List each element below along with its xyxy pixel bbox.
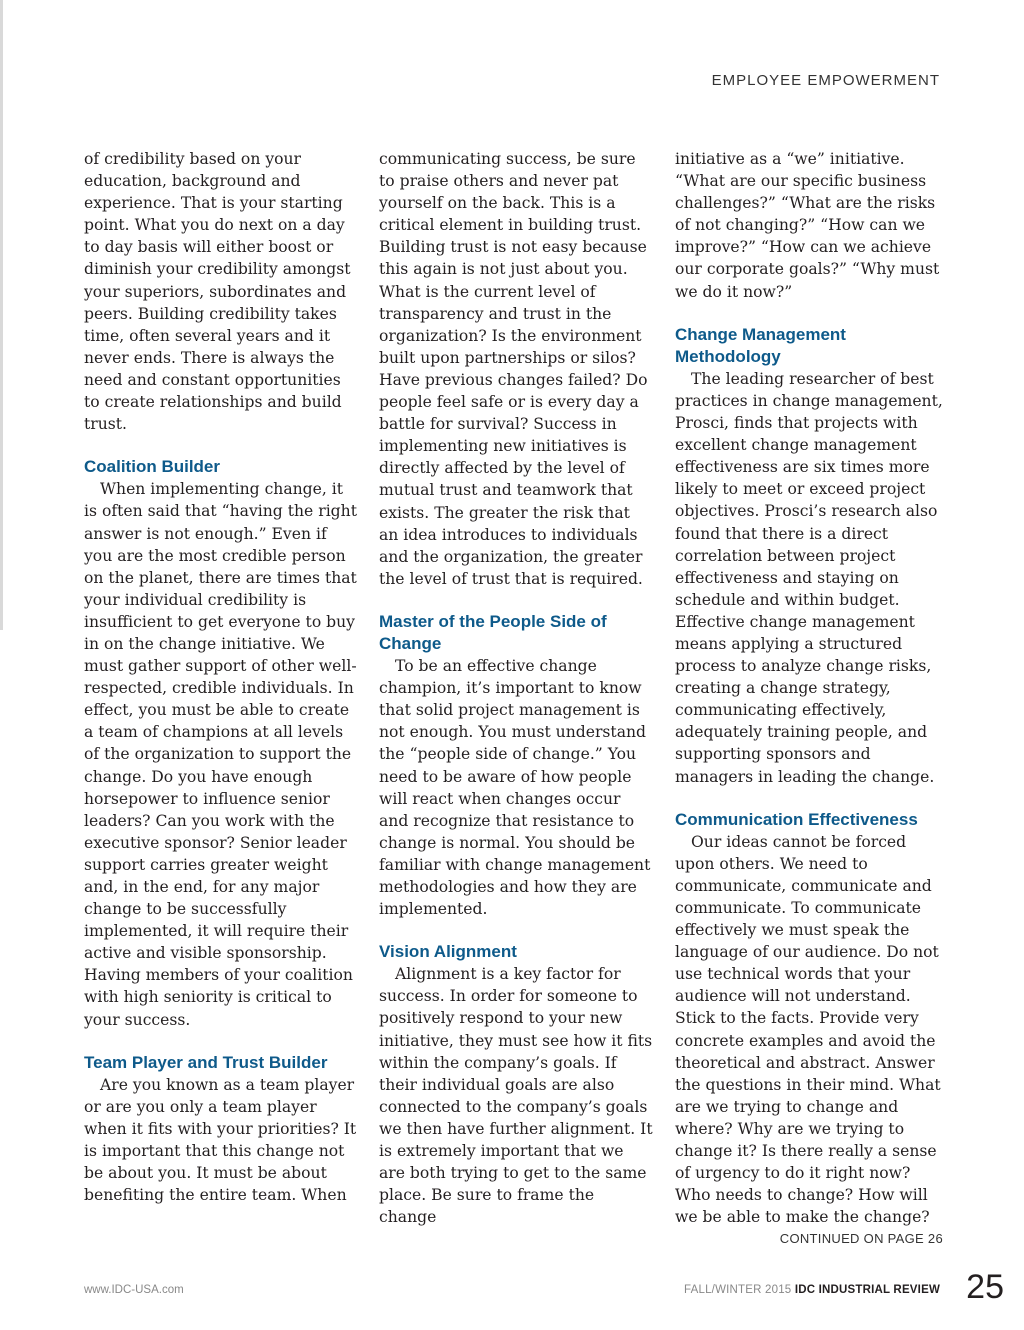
page-number: 25: [966, 1268, 1004, 1306]
paragraph: communicating success, be sure to praise others and never pat yourself on the back. This is a critical element in building trust. Building trust is not easy because this again is not just about you. What is the current level of transparency and trust in the organization? Is the environment built upon partnerships or silos? Have previous changes failed? Do people feel safe or is every day a battle for survival? Success in implementing new initiatives is directly affected by the level of mutual trust and teamwork that exists. The greater the risk that an idea introduces to individuals and the organization, the greater the level of trust that is required.: [379, 150, 648, 588]
paragraph: Are you known as a team player or are you only a team player when it fits with your priorities? It is important that this change not be about you. It must be about benefiting the entire team. When: [84, 1075, 357, 1205]
paragraph: initiative as a “we” initiative. “What are our specific business challenges?” “What are the risks of not changing?” “How can we improve?” “How can we achieve our corporate goals?” “Why must we do it now?”: [675, 150, 940, 301]
subheading-communication-effectiveness: Communication Effectiveness: [675, 809, 918, 829]
section-header: EMPLOYEE EMPOWERMENT: [711, 72, 940, 89]
page-edge-rule: [0, 0, 3, 630]
paragraph: Our ideas cannot be forced upon others. We need to communicate, communicate and communicate. To communicate effectively we must speak the language of our audience. Do not use technical words that your audience will not understand. Stick to the facts. Provide very concrete examples and avoid the theoretical and abstract. Answer the questions in their mind. What are we trying to change and where? Why are we trying to change it? Is there really a sense of urgency to do it right now? Who needs to change? How will we be able to make the change?: [675, 832, 941, 1227]
paragraph: The leading researcher of best practices in change management, Prosci, finds that projects with excellent change management effectiveness are six times more likely to meet or exceed project objectives. Prosci’s research also found that there is a direct correlation between project effectiveness and staying on schedule and within budget. Effective change management means applying a structured process to analyze change risks, creating a change strategy, communicating effectively, adequately training people, and supporting sponsors and managers in leading the change.: [675, 369, 943, 786]
publication-name: IDC INDUSTRIAL REVIEW: [794, 1284, 940, 1296]
article-column-2: [379, 148, 654, 1228]
paragraph: Alignment is a key factor for success. In order for someone to positively respond to your new initiative, they must see how it fits within the company’s goals. If their individual goals are also connected to the company’s goals we then have further alignment. It is extremely important that we are both trying to get to the same place. Be sure to frame the change: [379, 965, 653, 1227]
footer-issue: [684, 1284, 940, 1296]
paragraph: When implementing change, it is often said that “having the right answer is not enough.” Even if you are the most credible person on the planet, there are times that your individual credibility is insufficient to get everyone to buy in on the change initiative. We must gather support of other well-respected, credible individuals. In effect, you must be able to create a team of champions at all levels of the organization to support the change. Do you have enough horsepower to influence senior leaders? Can you work with the executive sponsor? Senior leader support carries greater weight and, in the end, for any major change to be successfully implemented, it will require their active and visible sponsorship. Having members of your coalition with high seniority is critical to your success.: [84, 480, 357, 1029]
paragraph: To be an effective change champion, it’s important to know that solid project management is not enough. You must understand the “people side of change.” You need to be aware of how people will react when changes occur and recognize that resistance to change is normal. You should be familiar with change management methodologies and how they are implemented.: [379, 657, 651, 919]
article-column-1: [84, 148, 359, 1206]
subheading-team-player: Team Player and Trust Builder: [84, 1052, 328, 1072]
subheading-change-management-methodology: Change Management Methodology: [675, 324, 846, 366]
subheading-vision-alignment: Vision Alignment: [379, 942, 517, 962]
footer-url[interactable]: www.IDC-USA.com: [84, 1284, 184, 1296]
paragraph: of credibility based on your education, background and experience. That is your starting point. What you do next on a day to day basis will either boost or diminish your credibility amongst your superiors, subordinates and peers. Building credibility takes time, often several years and it never ends. There is always the need and constant opportunities to create relationships and build trust.: [84, 150, 351, 434]
article-column-3: [675, 148, 943, 1251]
subheading-master-people-side: Master of the People Side of Change: [379, 611, 607, 653]
subheading-coalition-builder: Coalition Builder: [84, 457, 220, 477]
continued-on-page-link[interactable]: CONTINUED ON PAGE 26: [779, 1231, 943, 1247]
issue-date: FALL/WINTER 2015: [684, 1284, 792, 1296]
